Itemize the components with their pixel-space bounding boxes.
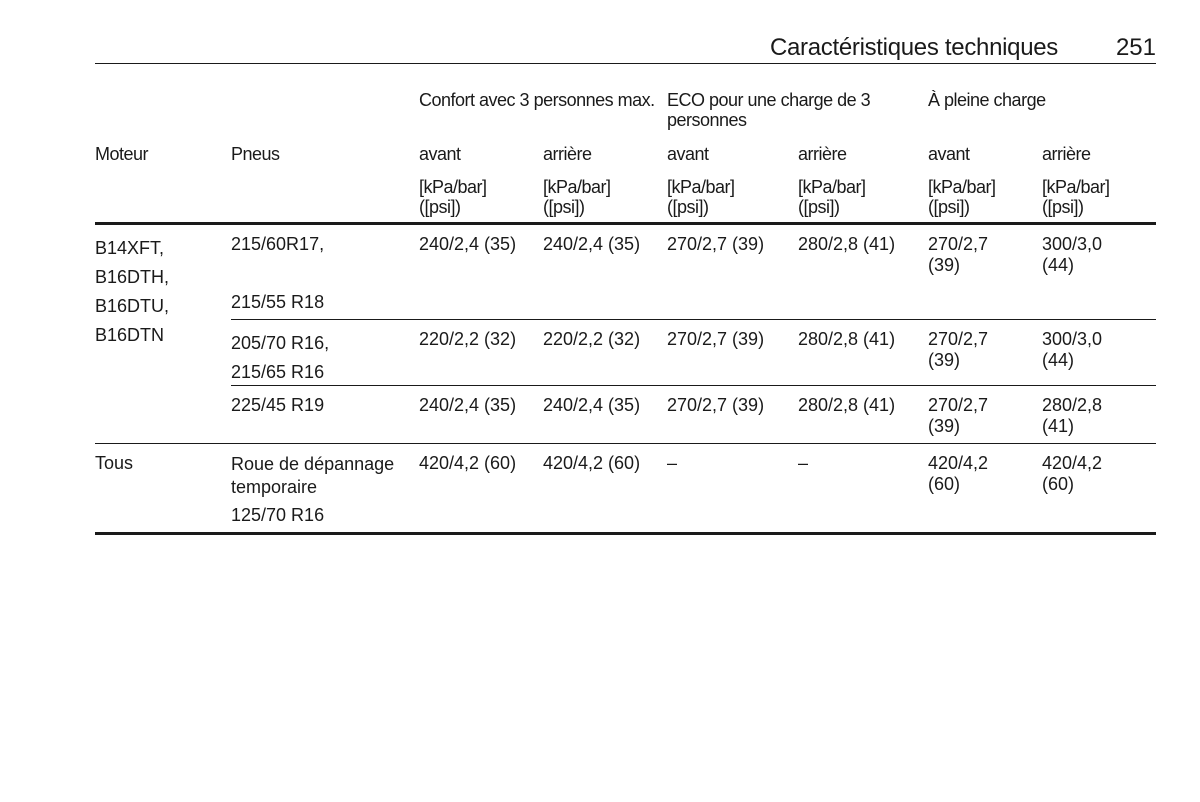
row-4-pleine-arriere: 420/4,2 (60)	[1042, 453, 1103, 494]
row-4-confort-avant: 420/4,2 (60)	[419, 453, 517, 473]
engine-group-2: Tous	[95, 453, 134, 473]
row-3-confort-arriere: 240/2,4 (35)	[543, 395, 641, 415]
col-header-pneus: Pneus	[231, 144, 280, 164]
row-3-eco-avant: 270/2,7 (39)	[667, 395, 765, 415]
page-header	[95, 33, 1156, 64]
unit-label: [kPa/bar] ([psi])	[667, 177, 735, 217]
unit-label: [kPa/bar] ([psi])	[1042, 177, 1110, 217]
unit-label: [kPa/bar] ([psi])	[798, 177, 866, 217]
row-divider	[231, 319, 1156, 320]
row-1-pleine-arriere: 300/3,0 (44)	[1042, 234, 1103, 275]
row-2-confort-avant: 220/2,2 (32)	[419, 329, 517, 349]
col-header-confort-avant: avant	[419, 144, 461, 164]
col-header-pleine-arriere: arrière	[1042, 144, 1091, 164]
row-1-eco-arriere: 280/2,8 (41)	[798, 234, 896, 254]
row-2-pleine-arriere: 300/3,0 (44)	[1042, 329, 1103, 370]
row-2-pleine-avant: 270/2,7 (39)	[928, 329, 989, 370]
section-title: Caractéristiques techniques	[769, 34, 1058, 61]
group-divider	[95, 443, 1156, 444]
unit-label: [kPa/bar] ([psi])	[928, 177, 996, 217]
row-1-confort-avant: 240/2,4 (35)	[419, 234, 517, 254]
row-1-eco-avant: 270/2,7 (39)	[667, 234, 765, 254]
group-header-eco: ECO pour une charge de 3 personnes	[667, 90, 871, 130]
unit-label: [kPa/bar] ([psi])	[543, 177, 611, 217]
row-3-confort-avant: 240/2,4 (35)	[419, 395, 517, 415]
engine-group-1: B14XFT, B16DTH, B16DTU, B16DTN	[95, 238, 170, 345]
col-header-eco-avant: avant	[667, 144, 709, 164]
row-1-tyres: 215/60R17,	[231, 234, 325, 254]
row-1-tyres-extra: 215/55 R18	[231, 292, 325, 312]
group-header-pleine-charge: À pleine charge	[928, 90, 1046, 110]
row-2-eco-avant: 270/2,7 (39)	[667, 329, 765, 349]
row-3-tyres: 225/45 R19	[231, 395, 325, 415]
row-4-tyres-extra: 125/70 R16	[231, 505, 325, 525]
row-2-tyres: 205/70 R16, 215/65 R16	[231, 333, 330, 382]
row-2-eco-arriere: 280/2,8 (41)	[798, 329, 896, 349]
col-header-moteur: Moteur	[95, 144, 149, 164]
unit-label: [kPa/bar] ([psi])	[419, 177, 487, 217]
row-3-eco-arriere: 280/2,8 (41)	[798, 395, 896, 415]
row-4-confort-arriere: 420/4,2 (60)	[543, 453, 641, 473]
row-divider	[231, 385, 1156, 386]
row-4-eco-avant: –	[667, 453, 678, 473]
group-header-confort: Confort avec 3 personnes max.	[419, 90, 655, 110]
table-bottom-rule	[95, 532, 1156, 535]
row-3-pleine-avant: 270/2,7 (39)	[928, 395, 989, 436]
row-1-pleine-avant: 270/2,7 (39)	[928, 234, 989, 275]
row-4-eco-arriere: –	[798, 453, 809, 473]
col-header-eco-arriere: arrière	[798, 144, 847, 164]
page-number: 251	[1115, 34, 1156, 61]
row-1-confort-arriere: 240/2,4 (35)	[543, 234, 641, 254]
row-4-tyres: Roue de dépannage temporaire	[231, 454, 395, 497]
row-2-confort-arriere: 220/2,2 (32)	[543, 329, 641, 349]
col-header-pleine-avant: avant	[928, 144, 970, 164]
row-4-pleine-avant: 420/4,2 (60)	[928, 453, 989, 494]
header-rule	[95, 222, 1156, 225]
col-header-confort-arriere: arrière	[543, 144, 592, 164]
row-3-pleine-arriere: 280/2,8 (41)	[1042, 395, 1103, 436]
